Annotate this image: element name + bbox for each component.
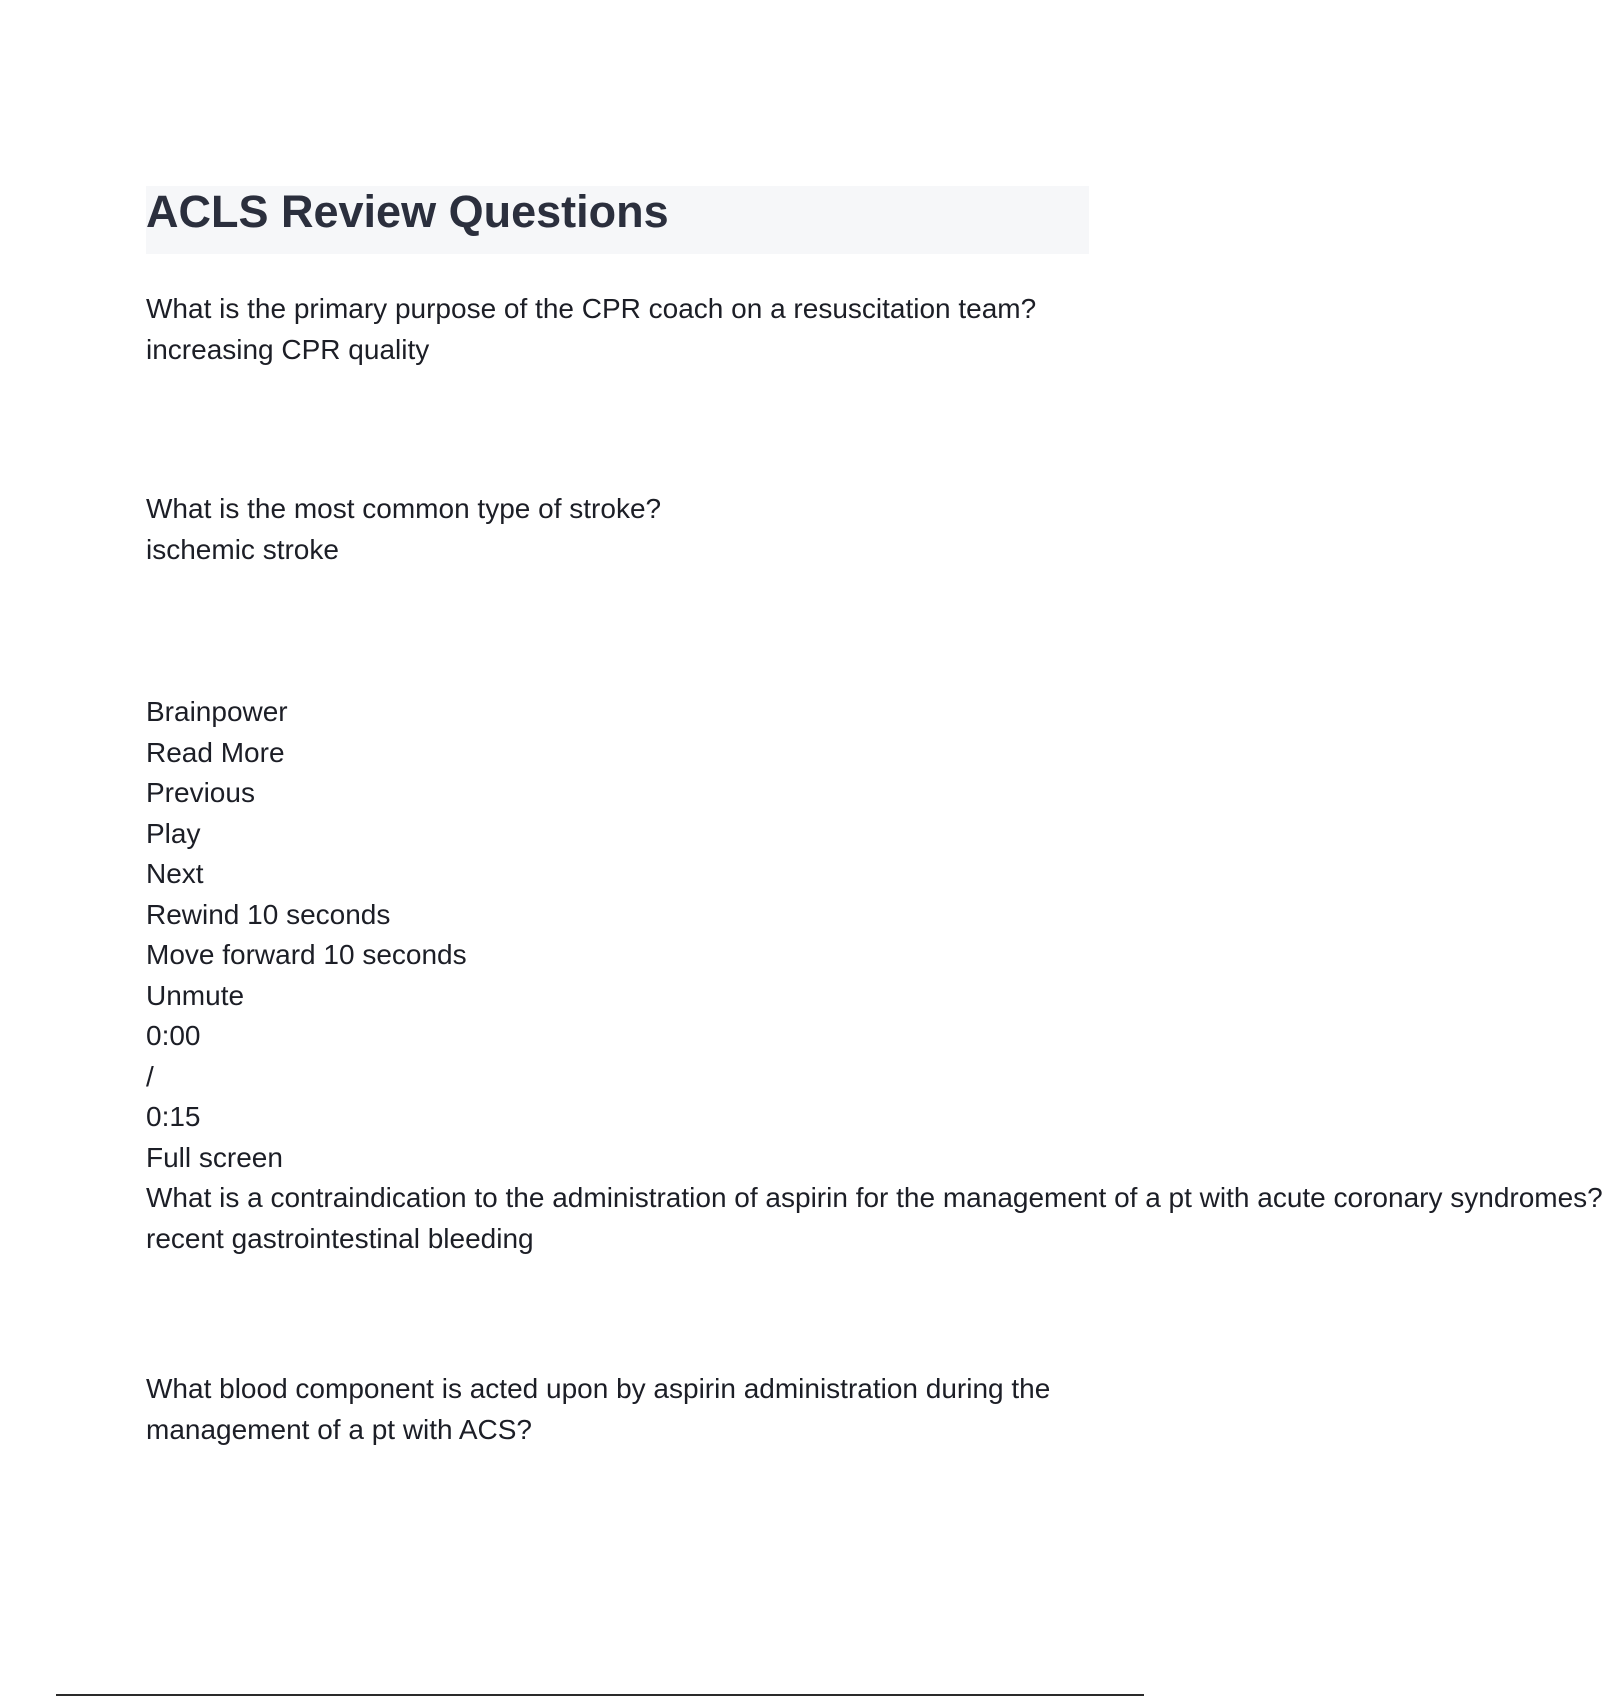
qa-item-aspirin-component — [146, 1369, 1086, 1450]
page-title: ACLS Review Questions — [146, 186, 669, 237]
fullscreen-button[interactable]: Full screen — [146, 1141, 283, 1173]
page-bottom-rule — [56, 1694, 1144, 1696]
previous-button[interactable]: Previous — [146, 777, 255, 808]
qa-item-stroke-type — [146, 489, 1086, 570]
current-time: 0:00 — [146, 1020, 201, 1051]
video-player-text — [146, 692, 1603, 1259]
answer-text: increasing CPR quality — [146, 333, 430, 365]
read-more-link[interactable]: Read More — [146, 736, 285, 768]
qa-item-cpr-coach — [146, 289, 1086, 370]
question-text: What is the primary purpose of the CPR coach on a resuscitation team? — [146, 293, 1037, 324]
player-brand: Brainpower — [146, 696, 288, 727]
forward-button[interactable]: Move forward 10 seconds — [146, 939, 467, 970]
next-button[interactable]: Next — [146, 858, 204, 889]
time-separator: / — [146, 1060, 154, 1092]
question-text: What is a contraindication to the administration of aspirin for the management of a pt with acute coronary syndromes? — [146, 1182, 1603, 1213]
play-button[interactable]: Play — [146, 817, 201, 849]
question-text: What is the most common type of stroke? — [146, 493, 662, 524]
question-text: What blood component is acted upon by aspirin administration during the management of a pt with ACS? — [146, 1373, 1051, 1445]
answer-text: ischemic stroke — [146, 533, 339, 565]
duration: 0:15 — [146, 1101, 201, 1132]
unmute-button[interactable]: Unmute — [146, 979, 245, 1011]
answer-text: recent gastrointestinal bleeding — [146, 1222, 534, 1254]
rewind-button[interactable]: Rewind 10 seconds — [146, 898, 391, 930]
